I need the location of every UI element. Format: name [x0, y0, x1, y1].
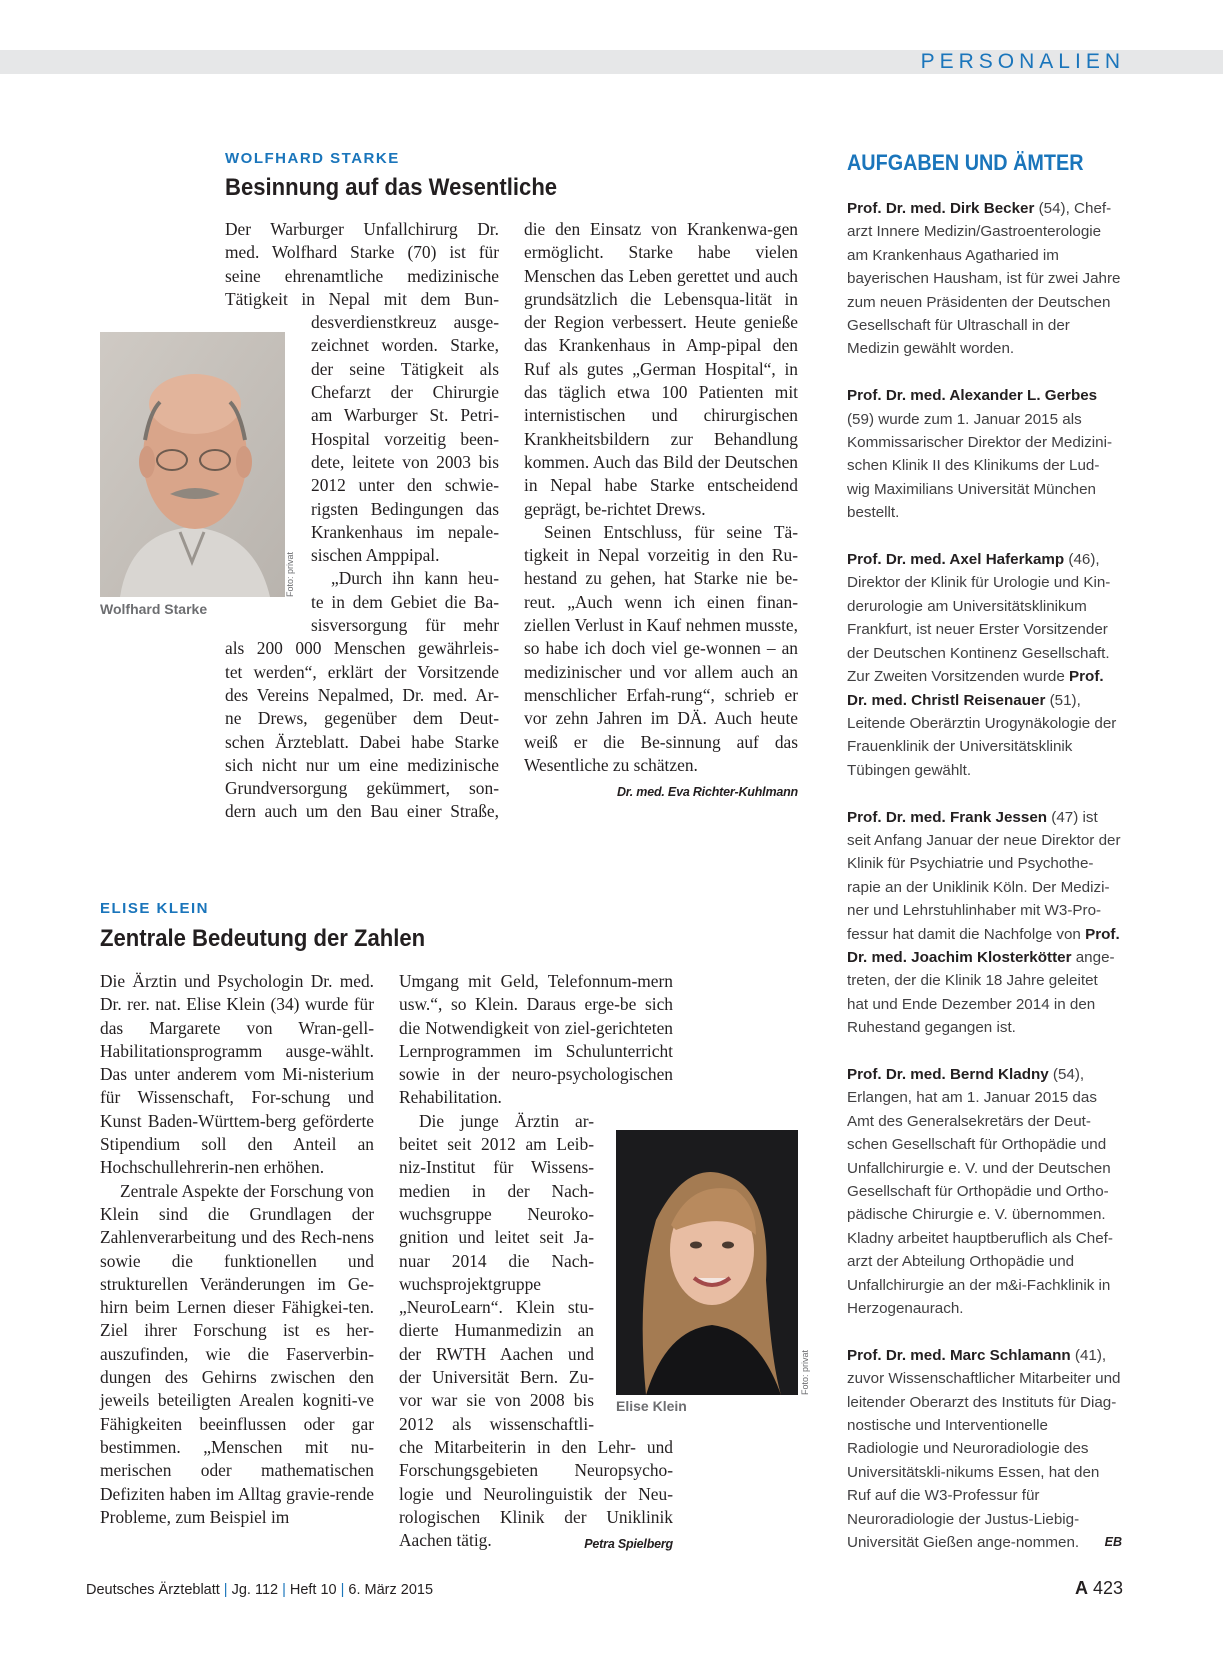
article2-kicker: ELISE KLEIN — [100, 900, 210, 917]
article2-text-line: Forschungsgebieten Neuropsycho- — [399, 1460, 673, 1481]
article1-text-line: sisversorgung für mehr — [311, 615, 499, 636]
footer-citation: Deutsches Ärzteblatt | Jg. 112 | Heft 10 | 6. März 2015 — [86, 1582, 434, 1598]
entry-text: (51), Leitende Oberärztin Urogynäkologie der Frauenklinik der Universitätsklinik Tübingen gewählt. — [847, 691, 1117, 779]
sidebar-title: AUFGABEN UND ÄMTER — [847, 150, 1084, 175]
sidebar-entry — [847, 1344, 1122, 1555]
article2-text-line: rologischen Klinik der Uniklinik — [399, 1506, 673, 1527]
section-label: PERSONALIEN — [920, 50, 1125, 73]
entry-text: (46), Direktor der Klinik für Urologie und Kin-derurologie am Universitätsklinikum Frankfurt, ist neuer Erster Vorsitzender der Deutschen Kontinenz Gesellschaft. Zur Zweiten Vorsitzenden wurde — [847, 551, 1111, 686]
article1-text-line: rigsten Bedingungen das — [311, 498, 499, 519]
article1-column2 — [524, 218, 798, 804]
article1-text-line: tet werden“, erklärt der Vorsitzende — [225, 661, 499, 682]
article2-text-line: niz-Institut für Wissens- — [399, 1157, 594, 1178]
entry-text: (54), Erlangen, hat am 1. Januar 2015 das Amt des Generalsekretärs der Deut-schen Gesellschaft für Orthopädie und Unfallchirurgie e. V. und der Deutschen Gesellschaft für Orthopädie und Ortho-pädische Chirurgie e. V. übernommen. Kladny arbeitet hauptberuflich als Chef-arzt der Abteilung Orthopädie und Unfallchirurgie an der m&i-Fachklinik in Herzogenaurach. — [847, 1065, 1113, 1318]
article2-photo-caption: Elise Klein — [616, 1398, 687, 1414]
footer-date: 6. März 2015 — [348, 1582, 434, 1598]
article1-text-line: ne Drews, gegenüber dem Deut- — [225, 708, 499, 729]
article1-byline: Dr. med. Eva Richter-Kuhlmann — [616, 785, 798, 800]
person-name: Prof. Dr. med. Axel Haferkamp — [847, 551, 1065, 569]
page-number-value: 423 — [1092, 1578, 1123, 1598]
person-name: Prof. Dr. med. Marc Schlamann — [847, 1346, 1071, 1364]
article2-text-line: wuchsgruppe Neuroko- — [399, 1203, 594, 1224]
article1-text-line: Der Warburger Unfallchirurg Dr. — [225, 219, 499, 239]
sidebar-signature: EB — [1104, 1535, 1122, 1550]
article1-column1 — [225, 218, 499, 824]
entry-text: (47) ist seit Anfang Januar der neue Direktor der Klinik für Psychiatrie und Psychothe-rapie an der Uniklinik Köln. Der Medizi-ner und Lehrstuhlinhaber mit W3-Pro-fessur hat damit die Nachfolge von — [847, 808, 1121, 943]
article1-text-line: „Durch ihn kann heu- — [331, 568, 499, 589]
article2-column1 — [100, 970, 374, 1529]
person-name: Prof. Dr. med. Alexander L. Gerbes — [847, 387, 1098, 405]
footer-volume: Jg. 112 — [231, 1582, 279, 1598]
article1-text-line: sischen Amppipal. — [311, 545, 440, 566]
article2-text-line: Die junge Ärztin ar- — [419, 1110, 594, 1131]
article1-text-line: dete, leitete von 2003 bis — [311, 451, 499, 472]
entry-text: (41), zuvor Wissenschaftlicher Mitarbeiter und leitender Oberarzt des Instituts für Diag-nostische und Interventionelle Radiologie und Neuroradiologie des Universitätskli-nikums Essen, hat den Ruf auf die W3-Professur für Neuroradiologie der Justus-Liebig-Universität Gießen ange-nommen. — [847, 1346, 1121, 1552]
article1-headline: Besinnung auf das Wesentliche — [225, 174, 558, 201]
page-prefix: A — [1074, 1578, 1088, 1598]
article1-kicker: WOLFHARD STARKE — [225, 150, 400, 167]
footer-journal: Deutsches Ärzteblatt — [86, 1582, 220, 1598]
article2-text-line: 2012 als wissenschaftli- — [399, 1413, 594, 1434]
article2-text-line: gnition und leitet seit Ja- — [399, 1227, 594, 1248]
footer-issue: Heft 10 — [289, 1582, 337, 1598]
article2-col2-last-line: Aachen tätig. — [399, 1530, 492, 1551]
article2-text-line: dierte Humanmedizin an — [399, 1320, 594, 1341]
article1-text-line: med. Wolfhard Starke (70) ist für — [225, 242, 499, 263]
article2-headline: Zentrale Bedeutung der Zahlen — [100, 925, 426, 952]
article2-photo-credit: Foto: privat — [800, 1349, 810, 1395]
article2-col1-paragraph: Die Ärztin und Psychologin Dr. med. Dr. rer. nat. Elise Klein (34) wurde für das Margarete von Wran-gell-Habilitationsprogramm ausge-wählt. Das unter anderem vom Mi-nisterium für Wissenschaft, For-schung und Kunst Baden-Württem-berg geförderte Stipendium soll den Anteil an Hochschullehrerin-nen erhöhen. — [100, 971, 374, 1178]
sidebar-entry — [847, 1063, 1122, 1320]
person-name: Prof. Dr. med. Dirk Becker — [847, 200, 1035, 217]
article2-text-line: vor war sie von 2008 bis — [399, 1390, 594, 1411]
article2-byline: Petra Spielberg — [584, 1537, 673, 1552]
article2-col2-paragraph: Umgang mit Geld, Telefonnum-mern usw.“, so Klein. Daraus erge-be sich die Notwendigkeit von ziel-gerichteten Lernprogrammen im Schulunterricht sowie in der neuro-psychologischen Rehabilitation. — [399, 971, 673, 1108]
entry-text: (54), Chef-arzt Innere Medizin/Gastroenterologie am Krankenhaus Agatharied im bayerischen Hausham, ist für zwei Jahre zum neuen Präsidenten der Deutschen Gesellschaft für Ultraschall in der Medizin gewählt worden. — [847, 200, 1121, 358]
sidebar-entry — [847, 197, 1122, 361]
article1-text-line: zeichnet worden. Starke, — [311, 335, 499, 356]
article1-text-line: Tätigkeit in Nepal mit dem Bun- — [225, 288, 499, 309]
page-number — [1075, 1578, 1123, 1599]
article2-text-line: „NeuroLearn“. Klein stu- — [399, 1297, 594, 1318]
article1-text-line: seine ehrenamtliche medizinische — [225, 265, 499, 286]
article2-text-line: medien in der Nach- — [399, 1180, 594, 1201]
article2-col1-paragraph: Zentrale Aspekte der Forschung von Klein sind die Grundlagen der Zahlenverarbeitung und des Rech-nens sowie die funktionellen und strukturellen Veränderungen im Ge-hirn beim Lernen dieser Fähigkei-ten. Ziel ihrer Forschung ist es her-auszufinden, wie die Faserverbin-dungen des Gehirns zwischen den jeweils beteiligten Arealen kogniti-ve Fähigkeiten beeinflussen oder gar bestimmen. „Menschen mit nu-merischen oder mathematischen Defiziten haben im Alltag gravie-rende Probleme, zum Beispiel im — [100, 1180, 374, 1527]
article1-photo-credit: Foto: privat — [285, 551, 295, 597]
article1-col2-paragraph: Seinen Entschluss, für seine Tä-tigkeit in Nepal vorzeitig in den Ru-hestand zu gehen, hat Starke nie be-reut. „Auch wenn ich einen finan-ziellen Verlust in Kauf nehmen musste, so habe ich doch viel ge-wonnen – an medizinischer und vor allem auch an menschlicher Erfah-rung“, schrieb er vor zehn Jahren im DÄ. Auch heute weiß er die Be-sinnung auf das Wesentliche zu schätzen. — [524, 521, 798, 775]
article2-text-line: wuchsprojektgruppe — [399, 1273, 541, 1294]
person-name: Prof. Dr. med. Bernd Kladny — [847, 1065, 1049, 1083]
sidebar-entry — [847, 806, 1122, 1040]
article2-text-line: beitet seit 2012 am Leib- — [399, 1134, 594, 1155]
article1-text-line: Chefarzt der Chirurgie — [311, 382, 499, 403]
article1-text-line: te in dem Gebiet die Ba- — [311, 591, 499, 612]
sidebar-entry — [847, 384, 1122, 524]
sidebar-entry — [847, 548, 1122, 782]
article1-photo-caption: Wolfhard Starke — [100, 601, 208, 617]
person-name: Prof. Dr. med. Christl Reisenauer — [847, 668, 1104, 709]
article1-text-line: der seine Tätigkeit als — [311, 358, 499, 379]
article1-text-line: Grundversorgung gekümmert, son- — [225, 778, 499, 799]
article2-text-line: logie und Neurolinguistik der Neu- — [399, 1483, 673, 1504]
article1-text-line: desverdienstkreuz ausge- — [311, 312, 499, 333]
article2-text-line: der Universität Bern. Zu- — [399, 1367, 594, 1388]
article2-text-line: der RWTH Aachen und — [399, 1343, 594, 1364]
article1-text-line: des Vereins Nepalmed, Dr. med. Ar- — [225, 684, 499, 705]
article1-text-line: Krankenhaus im nepale- — [311, 521, 499, 542]
article1-text-line: Hospital vorzeitig been- — [311, 428, 499, 449]
article2-text-line: nuar 2014 die Nach- — [399, 1250, 594, 1271]
article1-text-line: schen Ärzteblatt. Dabei habe Starke — [225, 731, 499, 752]
entry-text: ange-treten, der die Klinik 18 Jahre geleitet hat und Ende Dezember 2014 in den Ruhestand gegangen ist. — [847, 948, 1115, 1037]
sidebar-entries — [847, 197, 1122, 1578]
article1-text-line: dern auch um den Bau einer Straße, — [225, 801, 499, 822]
article1-text-line: sich nicht nur um eine medizinische — [225, 754, 499, 775]
article1-text-line: 2012 unter den schwie- — [311, 475, 499, 496]
article1-col2-paragraph: die den Einsatz von Krankenwa-gen ermöglicht. Starke habe vielen Menschen das Leben gerettet und auch grundsätzlich die Lebensqua-lität in der Region verbessert. Heute genieße das Krankenhaus in Amp-pipal den Ruf als gutes „German Hospital“, in das täglich etwa 100 Patienten mit internistischen und chirurgischen Krankheitsbildern zur Behandlung kommen. Auch das Bild der Deutschen in Nepal habe Starke entscheidend geprägt, be-richtet Drews. — [524, 219, 798, 519]
article1-text-line: am Warburger St. Petri- — [311, 405, 499, 426]
person-name: Prof. Dr. med. Frank Jessen — [847, 808, 1048, 826]
person-name: Prof. Dr. med. Joachim Klosterkötter — [847, 925, 1120, 966]
article1-text-line: als 200 000 Menschen gewährleis- — [225, 638, 499, 659]
article2-text-line: che Mitarbeiterin in den Lehr- und — [399, 1436, 673, 1457]
entry-text: (59) wurde zum 1. Januar 2015 als Kommissarischer Direktor der Medizini-schen Klinik II des Klinikums der Lud-wig Maximilians Universität München bestellt. — [847, 410, 1112, 522]
elise-klein-photo — [616, 1130, 798, 1395]
